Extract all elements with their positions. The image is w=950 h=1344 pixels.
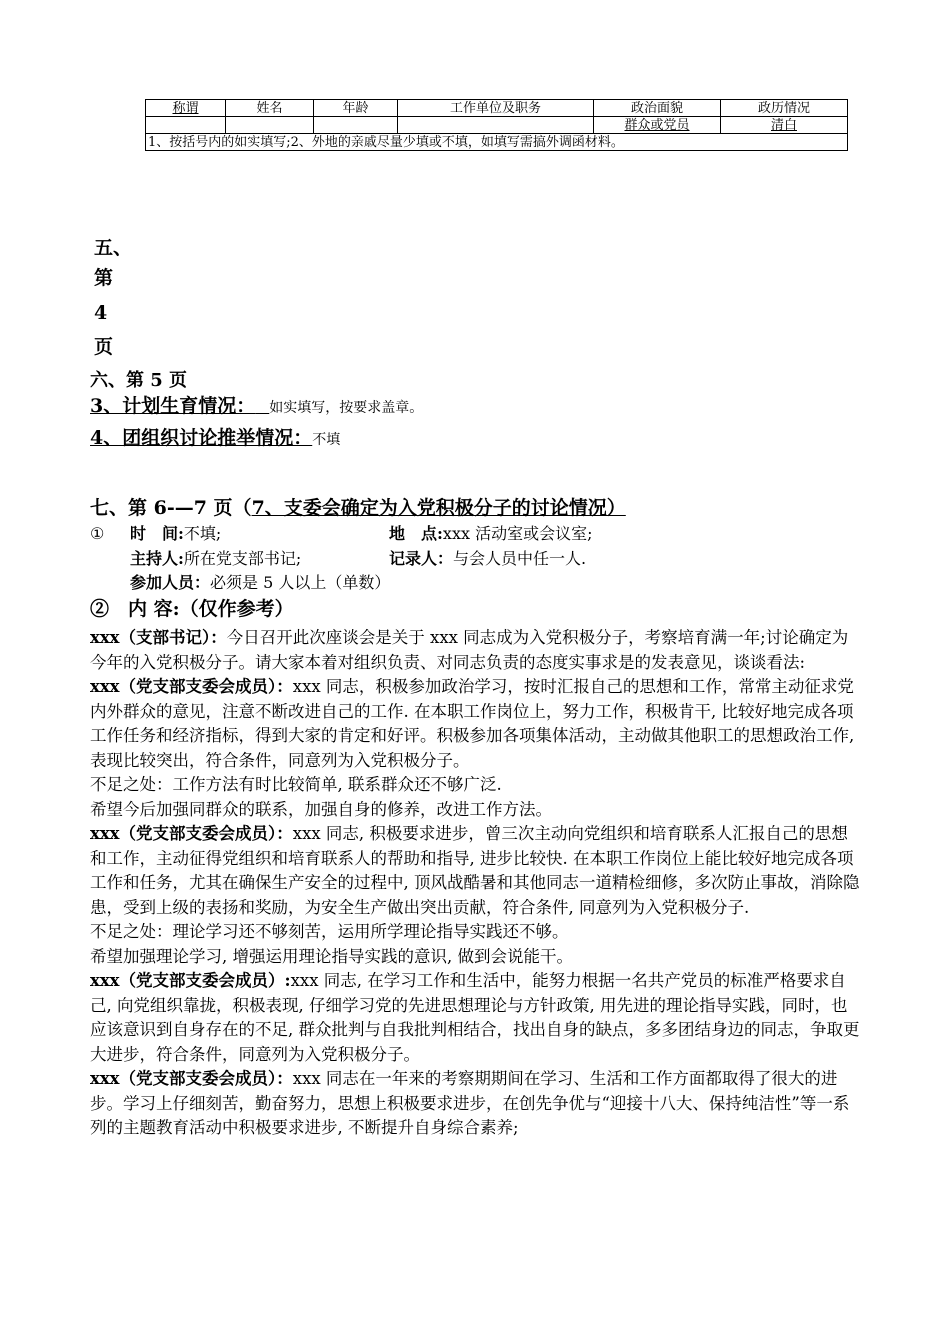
meeting-time xyxy=(130,524,221,544)
item4-value: 不填 xyxy=(312,432,341,448)
section5-char: 页 xyxy=(94,336,114,358)
list-number-1: ① xyxy=(90,524,105,543)
header-workplace: 工作单位及职务 xyxy=(398,100,594,117)
meeting-time-place-line xyxy=(90,524,104,544)
section7-title-underlined: 7、支委会确定为入党积极分子的讨论情况） xyxy=(251,497,626,519)
meeting-minutes xyxy=(90,626,860,1141)
header-political-history: 政历情况 xyxy=(721,100,848,117)
minutes-paragraph: 不足之处：工作方法有时比较简单, 联系群众还不够广泛. xyxy=(90,775,502,794)
section7-title-prefix: 七、第 6-—7 页（ xyxy=(90,497,252,519)
place-value: xxx 活动室或会议室; xyxy=(442,524,593,543)
attendees-value: 必须是 5 人以上（单数） xyxy=(210,573,391,592)
content-heading: ② 内 容:（仅作参考） xyxy=(90,598,294,620)
table-header-row xyxy=(146,100,848,117)
host-label: 主持人: xyxy=(130,549,184,568)
attendees-label: 参加人员： xyxy=(130,573,211,592)
minutes-paragraph: xxx（党支部支委会成员）：xxx 同志, 积极要求进步，曾三次主动向党组织和培育联系人汇报自己的思想和工作，主动征得党组织和培育联系人的帮助和指导, 进步比较快. 在本职工作岗位上能比较好地完成各项工作和任务，尤其在确保生产安全的过程中, 顶风战酷暑和其他同志一道精检细修，多次防止事故，消除隐患，受到上级的表扬和奖励，为安全生产做出突出贡献，符合条件, 同意列为入党积极分子. xyxy=(90,824,860,917)
recorder-value: 与会人员中任一人. xyxy=(453,549,587,568)
cell-political-history: 清白 xyxy=(721,117,848,134)
meeting-attendees xyxy=(130,573,390,593)
cell-name xyxy=(226,117,314,134)
item4-label: 4、团组织讨论推举情况： xyxy=(90,427,313,449)
table-note: 1、按括号内的如实填写;2、外地的亲戚尽量少填或不填，如填写需搞外调函材料。 xyxy=(146,134,848,151)
minutes-paragraph: 不足之处：理论学习还不够刻苦，运用所学理论指导实践还不够。 xyxy=(90,922,569,941)
cell-political-status: 群众或党员 xyxy=(594,117,721,134)
time-value: 不填; xyxy=(183,524,222,543)
section5-char: 五、 xyxy=(94,237,133,259)
item3-value: 如实填写，按要求盖章。 xyxy=(269,400,424,416)
section5-char: 4 xyxy=(94,302,108,324)
section6-title: 六、第 5 页 xyxy=(90,370,188,391)
minutes-paragraph: xxx（党支部支委会成员）：xxx 同志，积极参加政治学习，按时汇报自己的思想和工作，常常主动征求党内外群众的意见，注意不断改进自己的工作. 在本职工作岗位上，努力工作，积极肯干, 比较好地完成各项工作任务和经济指标，得到大家的肯定和好评。积极参加各项集体活动，主动做其他职工的思想政治工作, 表现比较突出，符合条件，同意列为入党积极分子。 xyxy=(90,677,855,770)
minutes-paragraph: xxx（党支部支委会成员）:xxx 同志, 在学习工作和生活中，能努力根据一名共产党员的标准严格要求自己, 向党组织靠拢，积极表现, 仔细学习党的先进思想理论与方针政策, 用先进的理论指导实践，同时，也应该意识到自身存在的不足, 群众批判与自我批判相结合，找出自身的缺点，多多团结身边的同志，争取更大进步，符合条件，同意列为入党积极分子。 xyxy=(90,971,860,1064)
header-political-status: 政治面貌 xyxy=(594,100,721,117)
header-age: 年龄 xyxy=(314,100,398,117)
section5-char: 第 xyxy=(94,267,114,289)
family-members-table xyxy=(145,99,848,151)
minutes-paragraph: 希望今后加强同群众的联系，加强自身的修养，改进工作方法。 xyxy=(90,799,552,819)
item4-line xyxy=(90,428,340,450)
minutes-paragraph: xxx（支部书记）：今日召开此次座谈会是关于 xxx 同志成为入党积极分子，考察培育满一年;讨论确定为今年的入党积极分子。请大家本着对组织负责、对同志负责的态度实事求是的发表意见，谈谈看法: xyxy=(90,628,849,672)
minutes-paragraph: xxx（党支部支委会成员）：xxx 同志在一年来的考察期期间在学习、生活和工作方面都取得了很大的进步。学习上仔细刻苦，勤奋努力，思想上积极要求进步，在创先争优与“迎接十八大、保持纯洁性”等一系列的主题教育活动中积极要求进步, 不断提升自身综合素养; xyxy=(90,1069,850,1137)
meeting-place xyxy=(389,524,592,544)
host-value: 所在党支部书记; xyxy=(183,549,302,568)
place-label: 地 点: xyxy=(389,524,443,543)
table-note-row xyxy=(146,134,848,151)
cell-relation xyxy=(146,117,226,134)
header-relation: 称谓 xyxy=(146,100,226,117)
minutes-paragraph: 希望加强理论学习, 增强运用理论指导实践的意识, 做到会说能干。 xyxy=(90,946,573,966)
item3-label: 3、计划生育情况： xyxy=(90,395,256,417)
meeting-recorder xyxy=(389,549,586,569)
meeting-host xyxy=(130,549,301,569)
recorder-label: 记录人： xyxy=(389,549,454,568)
time-label: 时 间: xyxy=(130,524,184,543)
header-name: 姓名 xyxy=(226,100,314,117)
table-row xyxy=(146,117,848,134)
section7-title xyxy=(90,497,626,519)
cell-workplace xyxy=(398,117,594,134)
cell-age xyxy=(314,117,398,134)
item3-line xyxy=(90,396,423,418)
